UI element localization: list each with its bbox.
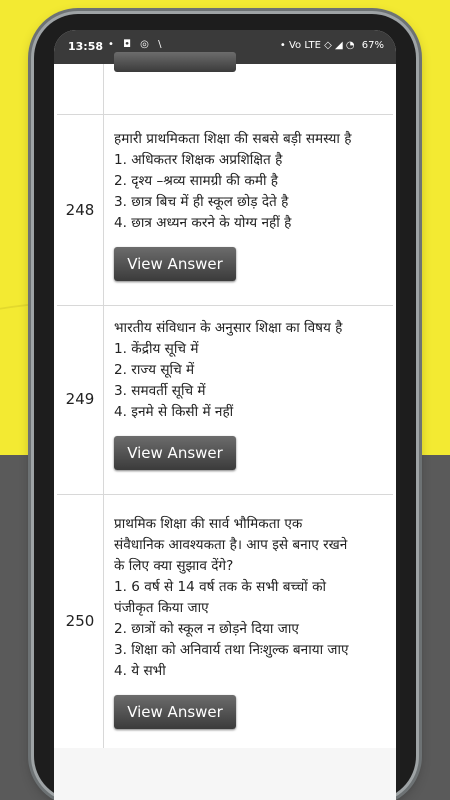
question-body — [114, 129, 387, 281]
view-answer-button[interactable]: View Answer — [114, 247, 236, 281]
battery-level: 67% — [361, 40, 384, 51]
question-text-line-1: प्राथमिक शिक्षा की सार्व भौमिकता एक — [114, 516, 303, 532]
question-row-250 — [57, 494, 393, 749]
option-1: 1. अधिकतर शिक्षक अप्रशिक्षित है — [114, 152, 283, 168]
status-right — [276, 40, 384, 51]
option-3: 3. शिक्षा को अनिवार्य तथा निःशुल्क बनाया जाए — [114, 642, 349, 658]
notification-icons: • ◘ ◎ \ — [108, 39, 165, 50]
question-text-line-2: संवैधानिक आवश्यकता है। आप इसे बनाए रखने — [114, 537, 348, 553]
option-3: 3. समवर्ती सूचि में — [114, 383, 206, 399]
previous-view-answer-button[interactable] — [114, 52, 236, 72]
option-1-cont: पंजीकृत किया जाए — [114, 600, 209, 616]
option-2: 2. राज्य सूचि में — [114, 362, 195, 378]
option-3: 3. छात्र बिच में ही स्कूल छोड़ देते है — [114, 194, 289, 210]
question-body — [114, 318, 387, 470]
question-text: हमारी प्राथमिकता शिक्षा की सबसे बड़ी समस्या है — [114, 131, 352, 147]
option-4: 4. इनमे से किसी में नहीं — [114, 404, 234, 420]
question-number: 248 — [57, 115, 104, 305]
question-row-249 — [57, 304, 393, 495]
phone-screen — [54, 30, 396, 800]
question-text: भारतीय संविधान के अनुसार शिक्षा का विषय है — [114, 320, 343, 336]
view-answer-button[interactable]: View Answer — [114, 436, 236, 470]
question-text-line-3: के लिए क्या सुझाव देंगे? — [114, 558, 234, 574]
question-number: 249 — [57, 304, 104, 494]
question-number: 250 — [57, 494, 104, 748]
option-4: 4. ये सभी — [114, 663, 166, 679]
option-4: 4. छात्र अध्यन करने के योग्य नहीं है — [114, 215, 292, 231]
option-2: 2. दृश्य –श्रव्य सामग्री की कमी है — [114, 173, 279, 189]
question-number-cell — [57, 64, 104, 114]
previous-row-stub — [57, 64, 393, 115]
bottom-spacer — [54, 748, 396, 800]
signal-icons: • Vo LTE ◇ ◢ ◔ — [279, 40, 355, 51]
question-body — [114, 514, 387, 729]
view-answer-button[interactable]: View Answer — [114, 695, 236, 729]
option-1: 1. केंद्रीय सूचि में — [114, 341, 199, 357]
option-2: 2. छात्रों को स्कूल न छोड़ने दिया जाए — [114, 621, 299, 637]
option-1: 1. 6 वर्ष से 14 वर्ष तक के सभी बच्चों को — [114, 579, 327, 595]
question-row-248 — [57, 114, 393, 306]
status-time: 13:58 — [68, 40, 104, 53]
